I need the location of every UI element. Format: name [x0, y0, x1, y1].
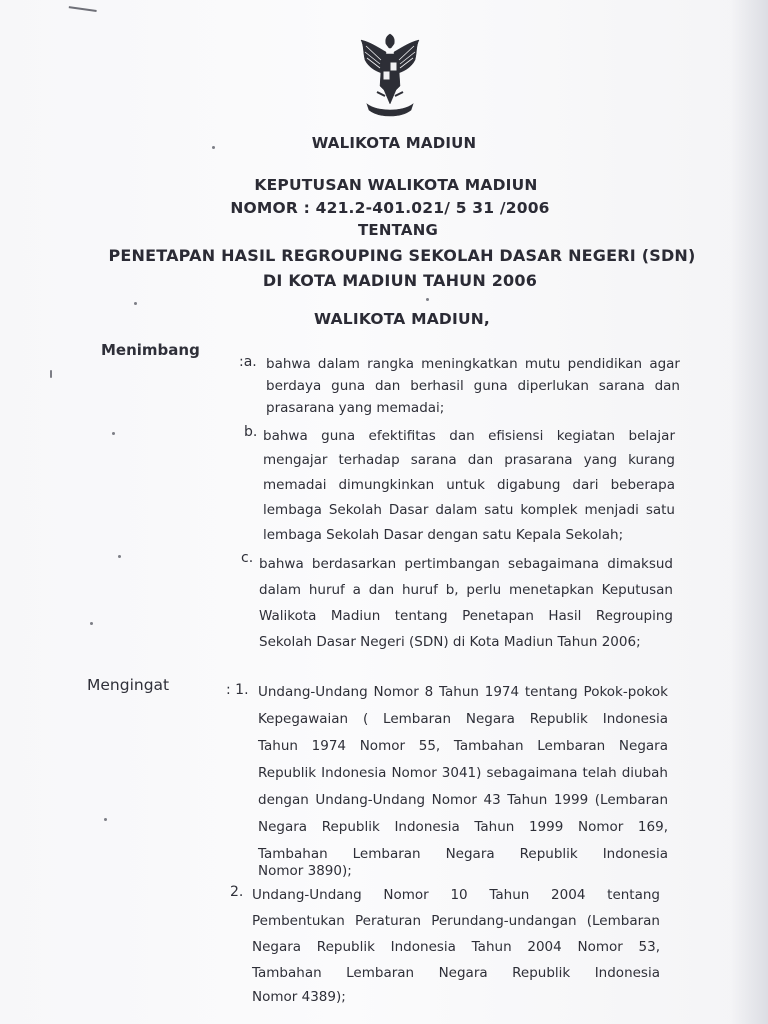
decision-number: NOMOR : 421.2-401.021/ 5 31 /2006	[230, 199, 550, 217]
recalling-1-line-7: Tambahan Lembaran Negara Republik Indonesia	[258, 846, 668, 862]
recalling-2-line-1: Undang-Undang Nomor 10 Tahun 2004 tentang	[252, 887, 660, 903]
considering-a-line-2: berdaya guna dan berhasil guna diperlukan sarana dan	[266, 378, 680, 394]
considering-label: Menimbang	[101, 341, 200, 359]
about-label: TENTANG	[358, 221, 438, 239]
recalling-1-line-2: Kepegawaian ( Lembaran Negara Republik Indonesia	[258, 711, 668, 727]
recalling-label: Mengingat	[87, 676, 170, 694]
recalling-1-line-3: Tahun 1974 Nomor 55, Tambahan Lembaran Negara	[258, 738, 668, 754]
considering-marker-c: c.	[241, 550, 254, 566]
issuer-title: WALIKOTA MADIUN	[311, 134, 477, 152]
considering-marker-a: :a.	[239, 354, 257, 370]
scan-shadow-edge	[730, 0, 768, 1024]
subject-line-2: DI KOTA MADIUN TAHUN 2006	[262, 271, 538, 290]
recalling-1-line-1: Undang-Undang Nomor 8 Tahun 1974 tentang Pokok-pokok	[258, 684, 668, 700]
scan-speck	[104, 818, 107, 821]
recalling-1-line-4: Republik Indonesia Nomor 3041) sebagaimana telah diubah	[258, 765, 668, 781]
considering-marker-b: b.	[244, 424, 258, 440]
scan-speck	[90, 622, 93, 625]
considering-c-line-4: Sekolah Dasar Negeri (SDN) di Kota Madiun Tahun 2006;	[259, 634, 641, 650]
scan-speck	[212, 146, 215, 149]
recalling-marker-2: 2.	[230, 884, 244, 900]
recalling-marker-1: : 1.	[226, 682, 249, 698]
considering-b-line-1: bahwa guna efektifitas dan efisiensi kegiatan belajar	[263, 428, 675, 444]
scan-speck	[134, 302, 137, 305]
recalling-2-line-5: Nomor 4389);	[252, 989, 346, 1005]
scan-speck	[50, 370, 52, 378]
considering-b-line-2: mengajar terhadap sarana dan prasarana yang kurang	[263, 452, 675, 468]
considering-c-line-2: dalam huruf a dan huruf b, perlu menetapkan Keputusan	[259, 582, 673, 598]
mayor-heading: WALIKOTA MADIUN,	[314, 310, 490, 328]
considering-c-line-1: bahwa berdasarkan pertimbangan sebagaimana dimaksud	[259, 556, 673, 572]
recalling-1-line-6: Negara Republik Indonesia Tahun 1999 Nomor 169,	[258, 819, 668, 835]
considering-b-line-3: memadai dimungkinkan untuk digabung dari beberapa	[263, 477, 675, 493]
considering-a-line-1: bahwa dalam rangka meningkatkan mutu pendidikan agar	[266, 356, 680, 372]
recalling-2-line-2: Pembentukan Peraturan Perundang-undangan (Lembaran	[252, 913, 660, 929]
recalling-2-line-3: Negara Republik Indonesia Tahun 2004 Nomor 53,	[252, 939, 660, 955]
recalling-1-line-5: dengan Undang-Undang Nomor 43 Tahun 1999 (Lembaran	[258, 792, 668, 808]
considering-b-line-5: lembaga Sekolah Dasar dengan satu Kepala Sekolah;	[263, 527, 624, 543]
recalling-2-line-4: Tambahan Lembaran Negara Republik Indonesia	[252, 965, 660, 981]
considering-b-line-4: lembaga Sekolah Dasar dalam satu komplek menjadi satu	[263, 502, 675, 518]
subject-line-1: PENETAPAN HASIL REGROUPING SEKOLAH DASAR NEGERI (SDN)	[108, 246, 696, 265]
considering-c-line-3: Walikota Madiun tentang Penetapan Hasil Regrouping	[259, 608, 673, 624]
garuda-emblem-icon	[355, 30, 425, 120]
scan-pen-mark	[67, 6, 96, 22]
scan-speck	[118, 555, 121, 558]
decision-title: KEPUTUSAN WALIKOTA MADIUN	[254, 176, 538, 194]
scan-speck	[426, 298, 429, 301]
scan-speck	[112, 432, 115, 435]
recalling-1-line-8: Nomor 3890);	[258, 863, 352, 879]
considering-a-line-3: prasarana yang memadai;	[266, 400, 445, 416]
